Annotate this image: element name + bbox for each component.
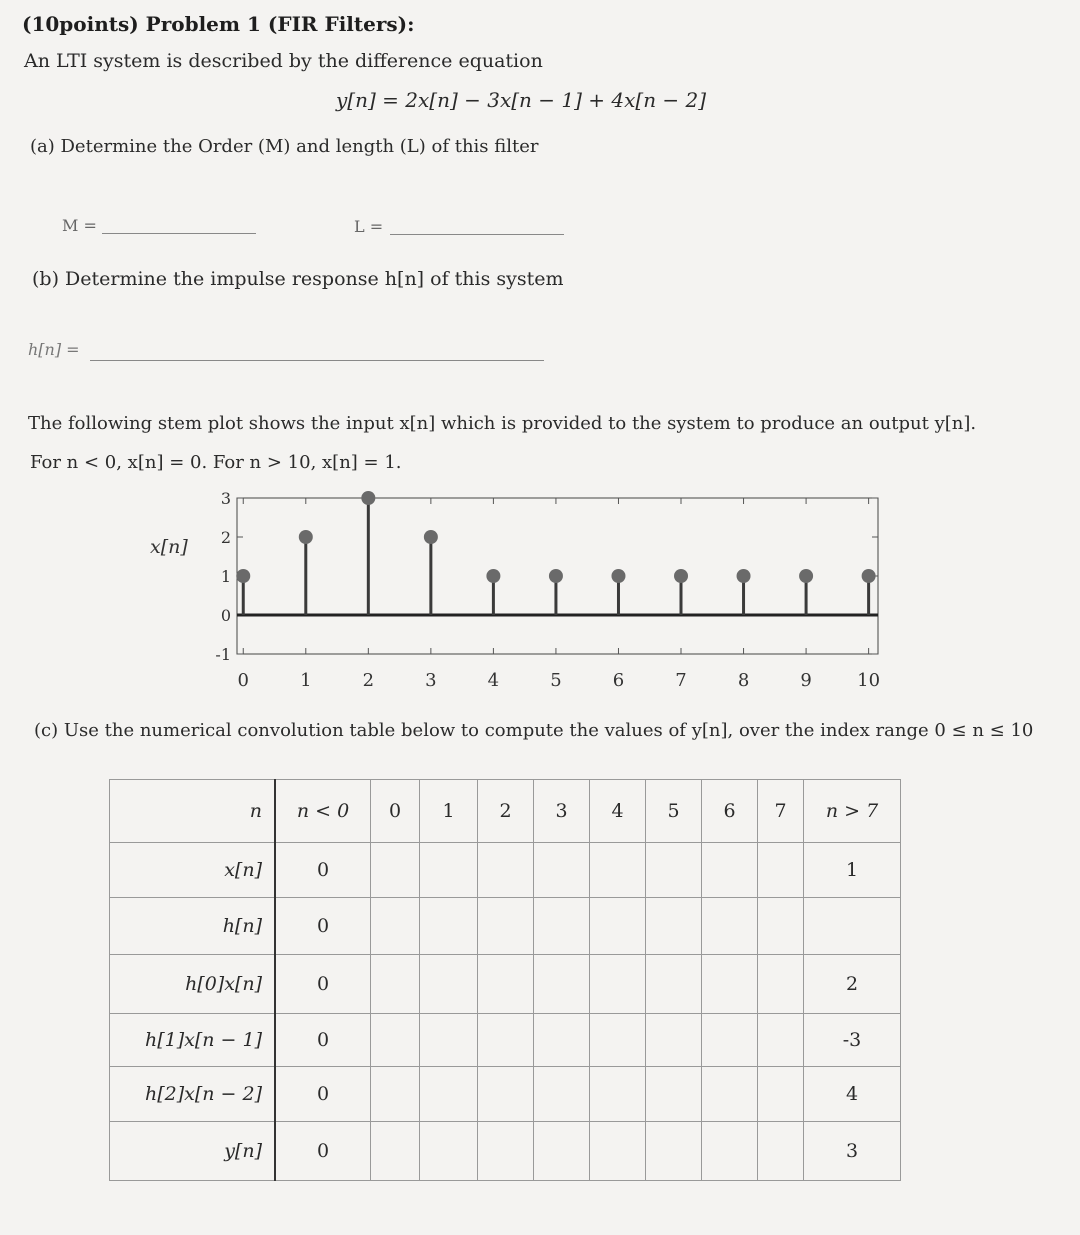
answer-cell[interactable]: [646, 955, 702, 1014]
answer-cell[interactable]: [534, 1122, 590, 1181]
answer-cell[interactable]: [702, 955, 758, 1014]
stem-marker: [361, 491, 375, 505]
header-cell: n > 7: [804, 780, 901, 843]
row-label: x[n]: [110, 843, 276, 898]
cell-n-negative: 0: [275, 1122, 371, 1181]
order-label: M =: [62, 216, 97, 235]
y-tick-label: 1: [220, 567, 231, 586]
cell-n-negative: 0: [275, 898, 371, 955]
answer-cell[interactable]: [646, 843, 702, 898]
answer-cell[interactable]: [371, 1122, 420, 1181]
answer-cell[interactable]: [646, 1067, 702, 1122]
x-tick-label: 5: [550, 670, 562, 691]
answer-cell[interactable]: [420, 1122, 478, 1181]
answer-cell[interactable]: [590, 955, 646, 1014]
x-tick-label: 4: [487, 670, 500, 691]
header-cell: 0: [371, 780, 420, 843]
problem-title: (10points) Problem 1 (FIR Filters):: [22, 12, 415, 36]
x-tick-label: 6: [612, 670, 625, 691]
table-row: [110, 843, 901, 898]
cell-n-negative: 0: [275, 843, 371, 898]
answer-cell[interactable]: [646, 1014, 702, 1067]
row-label: h[1]x[n − 1]: [110, 1014, 276, 1067]
x-tick-label: 8: [737, 670, 750, 691]
stem-plot: [0, 480, 1080, 700]
stem-marker: [549, 569, 563, 583]
header-cell: 6: [702, 780, 758, 843]
answer-cell[interactable]: [758, 843, 804, 898]
answer-cell[interactable]: [702, 843, 758, 898]
stem-marker: [299, 530, 313, 544]
answer-cell[interactable]: [702, 898, 758, 955]
header-cell: 4: [590, 780, 646, 843]
y-tick-label: -1: [215, 645, 231, 664]
impulse-response-label: h[n] =: [28, 340, 80, 359]
answer-cell[interactable]: [758, 1122, 804, 1181]
problem-intro: An LTI system is described by the difference equation: [24, 50, 543, 72]
x-tick-label: 0: [237, 670, 249, 691]
answer-cell[interactable]: [702, 1067, 758, 1122]
y-tick-label: 3: [220, 489, 231, 508]
x-tick-label: 9: [800, 670, 812, 691]
answer-cell[interactable]: [590, 1122, 646, 1181]
x-tick-label: 2: [362, 670, 375, 691]
answer-cell[interactable]: [534, 898, 590, 955]
answer-cell[interactable]: [420, 843, 478, 898]
answer-cell[interactable]: [420, 1067, 478, 1122]
stem-marker: [424, 530, 438, 544]
x-tick-label: 10: [857, 670, 881, 691]
stem-marker: [799, 569, 813, 583]
answer-cell[interactable]: [758, 955, 804, 1014]
answer-cell[interactable]: [478, 1014, 534, 1067]
x-tick-label: 1: [300, 670, 312, 691]
answer-cell[interactable]: [478, 1067, 534, 1122]
y-tick-label: 2: [220, 528, 231, 547]
length-answer-blank[interactable]: [390, 234, 564, 235]
length-label: L =: [354, 217, 384, 236]
answer-cell[interactable]: [758, 1067, 804, 1122]
answer-cell[interactable]: [534, 843, 590, 898]
answer-cell[interactable]: [371, 955, 420, 1014]
cell-n-greater-than-7: 3: [804, 1122, 901, 1181]
stem-marker: [862, 569, 876, 583]
cell-n-greater-than-7: [804, 898, 901, 955]
cell-n-negative: 0: [275, 955, 371, 1014]
answer-cell[interactable]: [478, 1122, 534, 1181]
answer-cell[interactable]: [534, 955, 590, 1014]
answer-cell[interactable]: [371, 1014, 420, 1067]
answer-cell[interactable]: [420, 1014, 478, 1067]
stem-marker: [236, 569, 250, 583]
answer-cell[interactable]: [646, 1122, 702, 1181]
header-cell: 3: [534, 780, 590, 843]
answer-cell[interactable]: [646, 898, 702, 955]
impulse-response-blank[interactable]: [90, 360, 544, 361]
answer-cell[interactable]: [758, 898, 804, 955]
table-row: [110, 898, 901, 955]
answer-cell[interactable]: [371, 843, 420, 898]
header-cell: 7: [758, 780, 804, 843]
header-cell: 2: [478, 780, 534, 843]
cell-n-greater-than-7: 2: [804, 955, 901, 1014]
stem-marker: [674, 569, 688, 583]
answer-cell[interactable]: [478, 843, 534, 898]
answer-cell[interactable]: [702, 1014, 758, 1067]
part-b-question: (b) Determine the impulse response h[n] of this system: [32, 268, 564, 290]
part-c-question: (c) Use the numerical convolution table below to compute the values of y[n], over the index range 0 ≤ n ≤ 10: [34, 720, 1034, 741]
stem-plot-description: The following stem plot shows the input x[n] which is provided to the system to produce an output y[n].: [28, 413, 977, 434]
answer-cell[interactable]: [590, 1067, 646, 1122]
stem-marker: [486, 569, 500, 583]
answer-cell[interactable]: [371, 898, 420, 955]
x-tick-label: 7: [675, 670, 687, 691]
stem-marker: [611, 569, 625, 583]
answer-cell[interactable]: [420, 898, 478, 955]
y-axis-label: x[n]: [150, 536, 188, 558]
row-label: h[0]x[n]: [110, 955, 276, 1014]
row-label: y[n]: [110, 1122, 276, 1181]
convolution-table: [109, 779, 901, 1181]
cell-n-negative: 0: [275, 1067, 371, 1122]
header-cell: 5: [646, 780, 702, 843]
table-row: [110, 955, 901, 1014]
order-answer-blank[interactable]: [102, 233, 256, 234]
answer-cell[interactable]: [534, 1067, 590, 1122]
answer-cell[interactable]: [420, 955, 478, 1014]
cell-n-greater-than-7: -3: [804, 1014, 901, 1067]
table-row: [110, 1014, 901, 1067]
answer-cell[interactable]: [371, 1067, 420, 1122]
answer-cell[interactable]: [702, 1122, 758, 1181]
answer-cell[interactable]: [534, 1014, 590, 1067]
header-n-label: n: [110, 780, 276, 843]
answer-cell[interactable]: [590, 1014, 646, 1067]
cell-n-greater-than-7: 4: [804, 1067, 901, 1122]
table-row: [110, 1067, 901, 1122]
stem-marker: [737, 569, 751, 583]
table-header-row: [110, 780, 901, 843]
row-label: h[n]: [110, 898, 276, 955]
row-label: h[2]x[n − 2]: [110, 1067, 276, 1122]
answer-cell[interactable]: [478, 955, 534, 1014]
table-row: [110, 1122, 901, 1181]
header-cell: n < 0: [275, 780, 371, 843]
answer-cell[interactable]: [758, 1014, 804, 1067]
difference-equation: y[n] = 2x[n] − 3x[n − 1] + 4x[n − 2]: [336, 88, 707, 112]
answer-cell[interactable]: [590, 898, 646, 955]
answer-cell[interactable]: [590, 843, 646, 898]
cell-n-greater-than-7: 1: [804, 843, 901, 898]
part-a-question: (a) Determine the Order (M) and length (L) of this filter: [30, 136, 539, 157]
header-cell: 1: [420, 780, 478, 843]
stem-plot-conditions: For n < 0, x[n] = 0. For n > 10, x[n] = 1.: [30, 452, 402, 473]
cell-n-negative: 0: [275, 1014, 371, 1067]
y-tick-label: 0: [220, 606, 231, 625]
x-tick-label: 3: [425, 670, 437, 691]
answer-cell[interactable]: [478, 898, 534, 955]
